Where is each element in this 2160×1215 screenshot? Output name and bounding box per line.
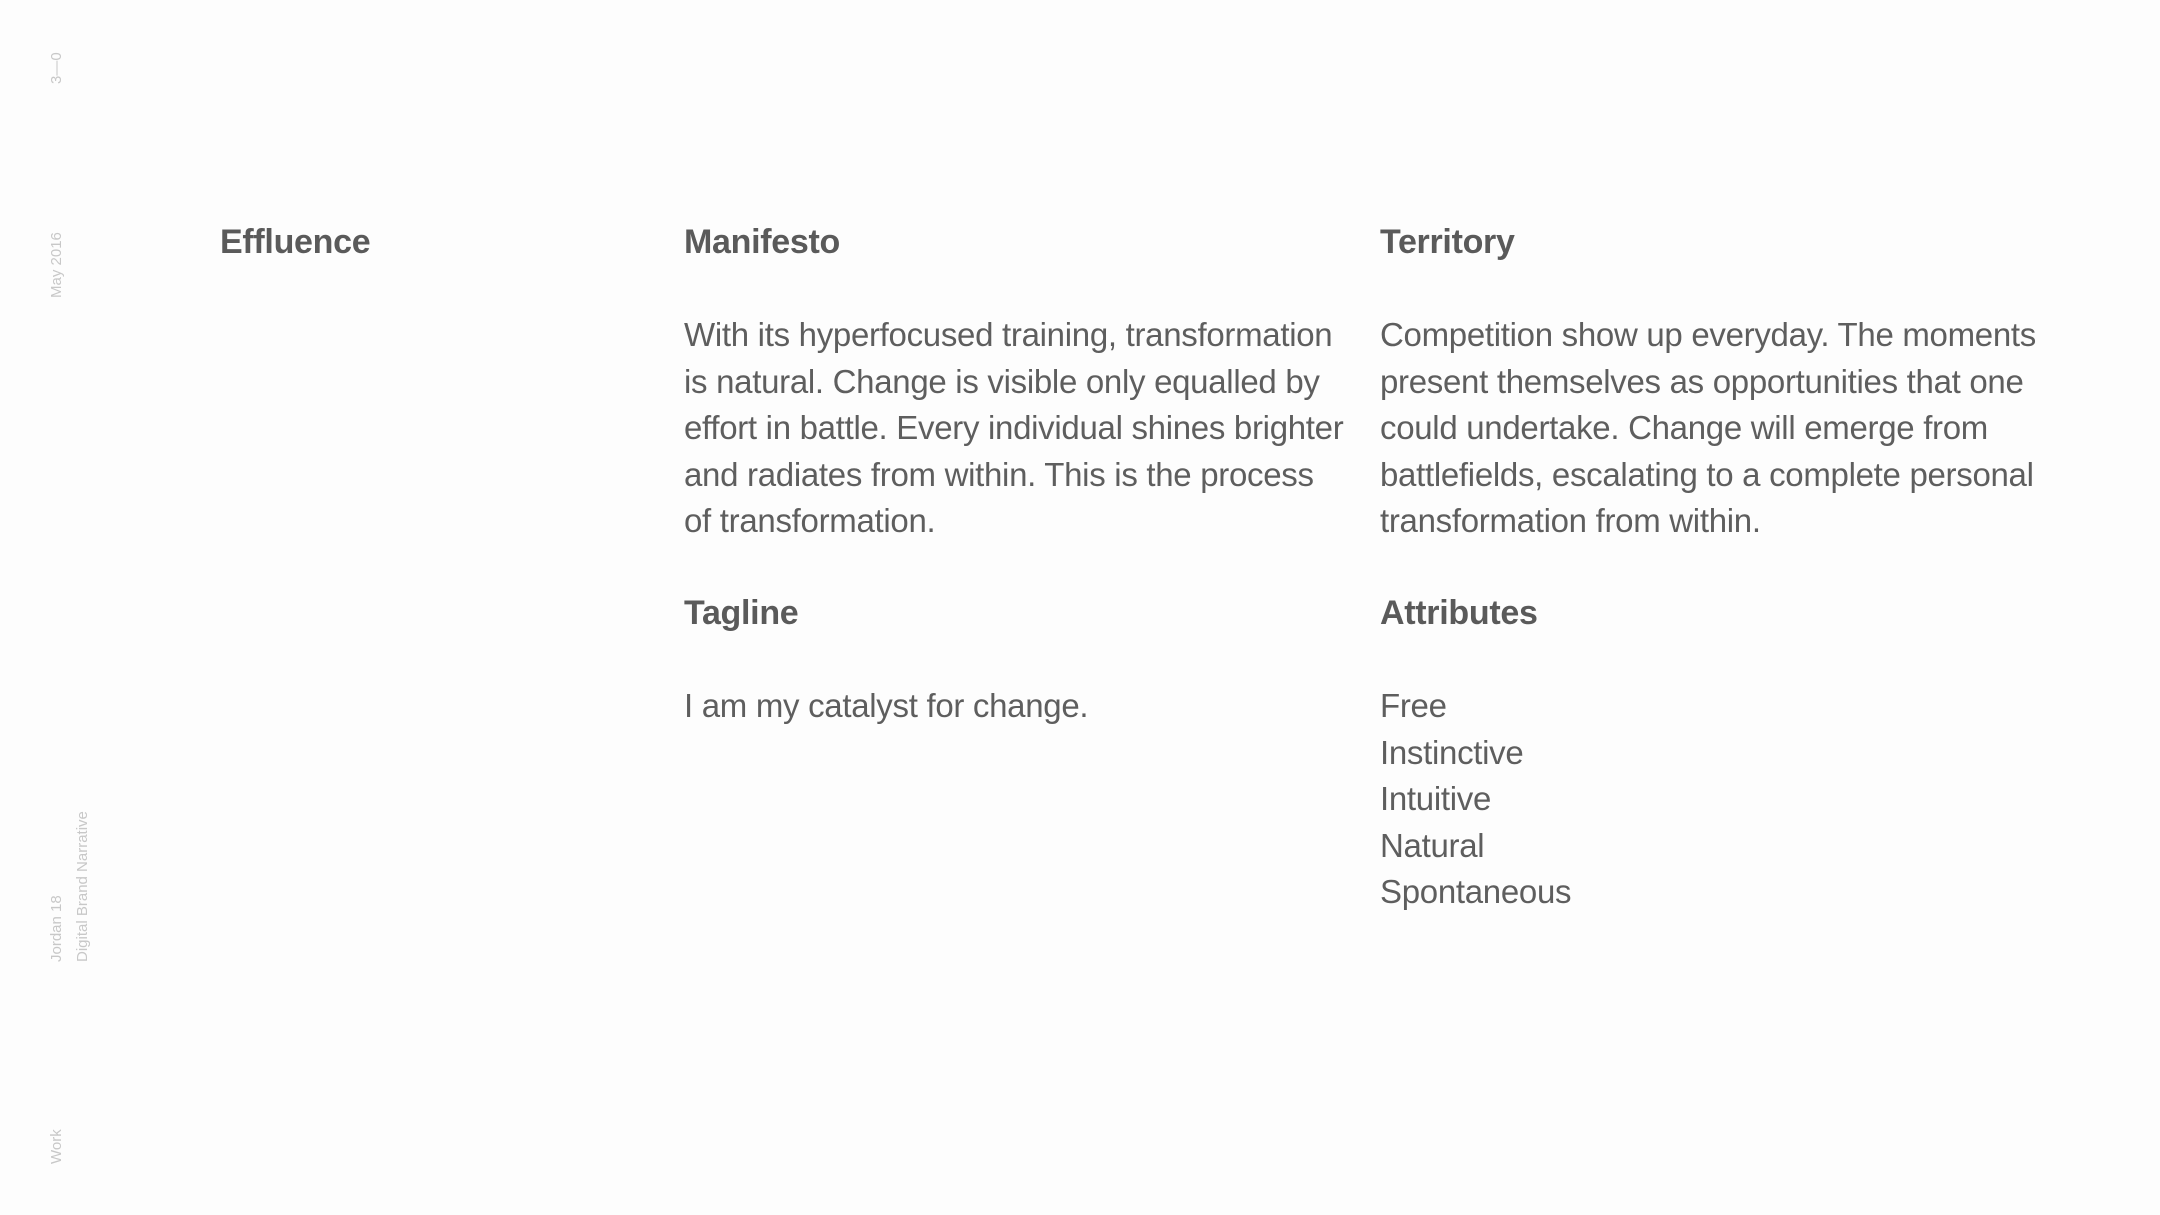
territory-heading: Territory xyxy=(1380,223,1515,261)
attributes-heading: Attributes xyxy=(1380,594,1538,632)
manifesto-line: of transformation. xyxy=(684,502,936,539)
attributes-list xyxy=(1380,683,1571,916)
tagline-heading: Tagline xyxy=(684,594,799,632)
section-label: Work xyxy=(48,1129,65,1164)
territory-line: transformation from within. xyxy=(1380,502,1761,539)
attribute-item: Natural xyxy=(1380,826,1485,864)
manifesto-line: With its hyperfocused training, transformation xyxy=(684,316,1333,353)
attribute-item: Free xyxy=(1380,687,1447,724)
territory-line: could undertake. Change will emerge from xyxy=(1380,409,1988,446)
project-title: Jordan 18 xyxy=(48,895,65,962)
manifesto-heading: Manifesto xyxy=(684,223,840,261)
attribute-item: Intuitive xyxy=(1380,780,1492,817)
project-subtitle: Digital Brand Narrative xyxy=(74,811,91,962)
date-label: May 2016 xyxy=(48,232,65,298)
territory-line: Competition show up everyday. The moments xyxy=(1380,316,2036,353)
territory-line: battlefields, escalating to a complete personal xyxy=(1380,455,2034,493)
tagline-line: I am my catalyst for change. xyxy=(684,687,1089,724)
manifesto-text xyxy=(684,312,1343,545)
manifesto-line: is natural. Change is visible only equalled by xyxy=(684,362,1320,400)
brand-name: Effluence xyxy=(220,223,371,261)
territory-line: present themselves as opportunities that one xyxy=(1380,362,2024,400)
attribute-item: Instinctive xyxy=(1380,733,1524,771)
page-number: 3—0 xyxy=(48,52,65,84)
tagline-text xyxy=(684,683,1088,730)
manifesto-line: and radiates from within. This is the process xyxy=(684,455,1314,493)
attribute-item: Spontaneous xyxy=(1380,873,1572,910)
territory-text xyxy=(1380,312,2036,545)
manifesto-line: effort in battle. Every individual shines brighter xyxy=(684,409,1344,446)
